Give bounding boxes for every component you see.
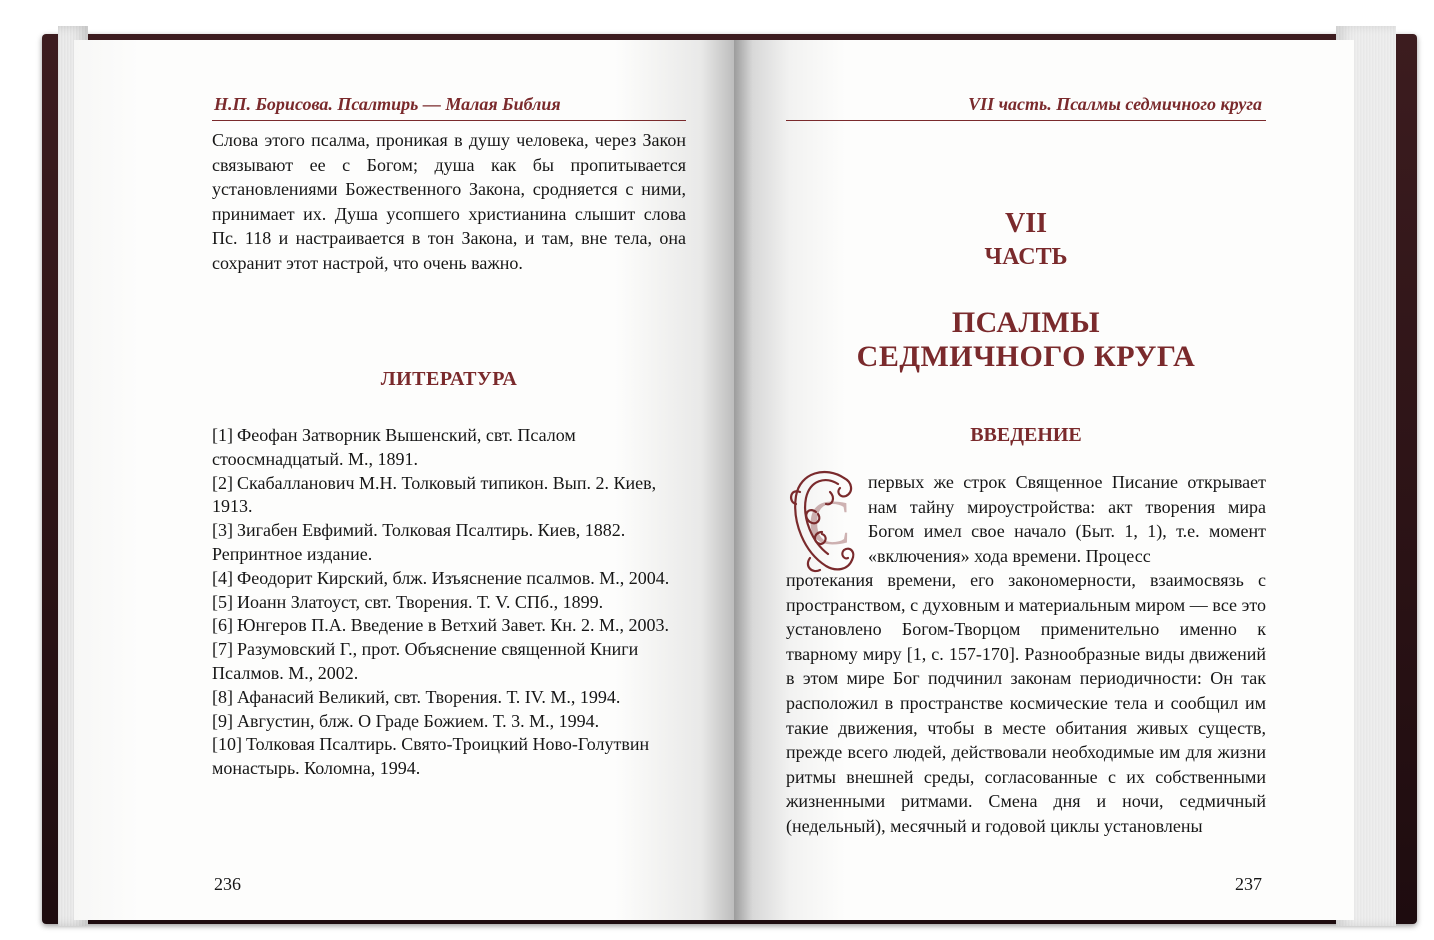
bibliography-item: [6] Юнгеров П.А. Введение в Ветхий Завет. Кн. 2. М., 2003. <box>212 615 669 636</box>
chapter-title-line2: СЕДМИЧНОГО КРУГА <box>856 340 1196 373</box>
dropcap-letter: С <box>808 487 851 558</box>
bibliography-item: [3] Зигабен Евфимий. Толковая Псалтирь. Киев, 1882. Репринтное издание. <box>212 520 626 564</box>
right-header-rule <box>786 120 1266 121</box>
bibliography-item: [1] Феофан Затворник Вышенский, свт. Псалом стоосмнадцатый. М., 1891. <box>212 425 576 469</box>
intro-paragraph-start: первых же строк Священное Писание открывает нам тайну мироустройства: акт творения мира Богом имел свое начало (Быт. 1, 1), т.е. момент «включения» хода времени. Процесс <box>868 472 1266 566</box>
bibliography-item: [9] Августин, блж. О Граде Божием. Т. 3. М., 1994. <box>212 710 600 731</box>
ornamental-dropcap-icon <box>786 462 860 580</box>
left-running-head: Н.П. Борисова. Псалтирь — Малая Библия <box>214 94 561 114</box>
left-paragraph: Слова этого псалма, проникая в душу человека, через Закон связывают ее с Богом; душа как бы пропитывается установлениями Божественного Закона, сродняется с ними, принимает их. Душа усопшего христианина слышит слова Пс. 118 и настраивается в тон Закона, и там, вне тела, она сохранит этот настрой, что очень важно. <box>212 130 686 273</box>
left-page-number: 236 <box>214 874 241 894</box>
bibliography-item: [2] Скабалланович М.Н. Толковый типикон. Вып. 2. Киев, 1913. <box>212 472 657 517</box>
bibliography-item: [4] Феодорит Кирский, блж. Изъяснение псалмов. М., 2004. <box>212 567 670 588</box>
bibliography-item: [8] Афанасий Великий, свт. Творения. Т. IV. М., 1994. <box>212 686 621 707</box>
right-page-number: 237 <box>1235 874 1262 894</box>
left-page <box>74 40 734 920</box>
bibliography-list <box>212 424 686 781</box>
literature-heading: ЛИТЕРАТУРА <box>380 368 518 390</box>
bibliography-item: [7] Разумовский Г., прот. Объяснение священной Книги Псалмов. М., 2002. <box>212 639 639 683</box>
bibliography-item: [10] Толковая Псалтирь. Свято-Троицкий Ново-Голутвин монастырь. Коломна, 1994. <box>212 734 650 779</box>
right-running-head: VII часть. Псалмы седмичного круга <box>968 94 1262 114</box>
open-book <box>14 14 1420 926</box>
chapter-title-line1: ПСАЛМЫ <box>951 306 1101 339</box>
intro-heading: ВВЕДЕНИЕ <box>970 424 1082 446</box>
bibliography-item: [5] Иоанн Златоуст, свт. Творения. Т. V. СПб., 1899. <box>212 591 604 612</box>
left-header-rule <box>212 120 686 121</box>
right-page <box>734 40 1354 920</box>
chapter-label: ЧАСТЬ <box>984 244 1068 270</box>
chapter-numeral: VII <box>1004 208 1047 239</box>
intro-paragraph-continued: протекания времени, его закономерности, взаимосвязь с пространством, с духовным и материальным миром — все это установлено Богом-Творцом применительно именно к тварному миру [1, с. 157-170]. Разнообразные виды движений в этом мире Бог подчинил законам периодичности: Он так расположил в пространстве космические тела и сообщил им такие движения, чтобы в месте обитания живых существ, прежде всего людей, действовали необходимые им для жизни ритмы внешней среды, согласованные с их собственными жизненными ритмами. Смена дня и ночи, седмичный (недельный), месячный и годовой циклы установлены <box>786 570 1266 836</box>
